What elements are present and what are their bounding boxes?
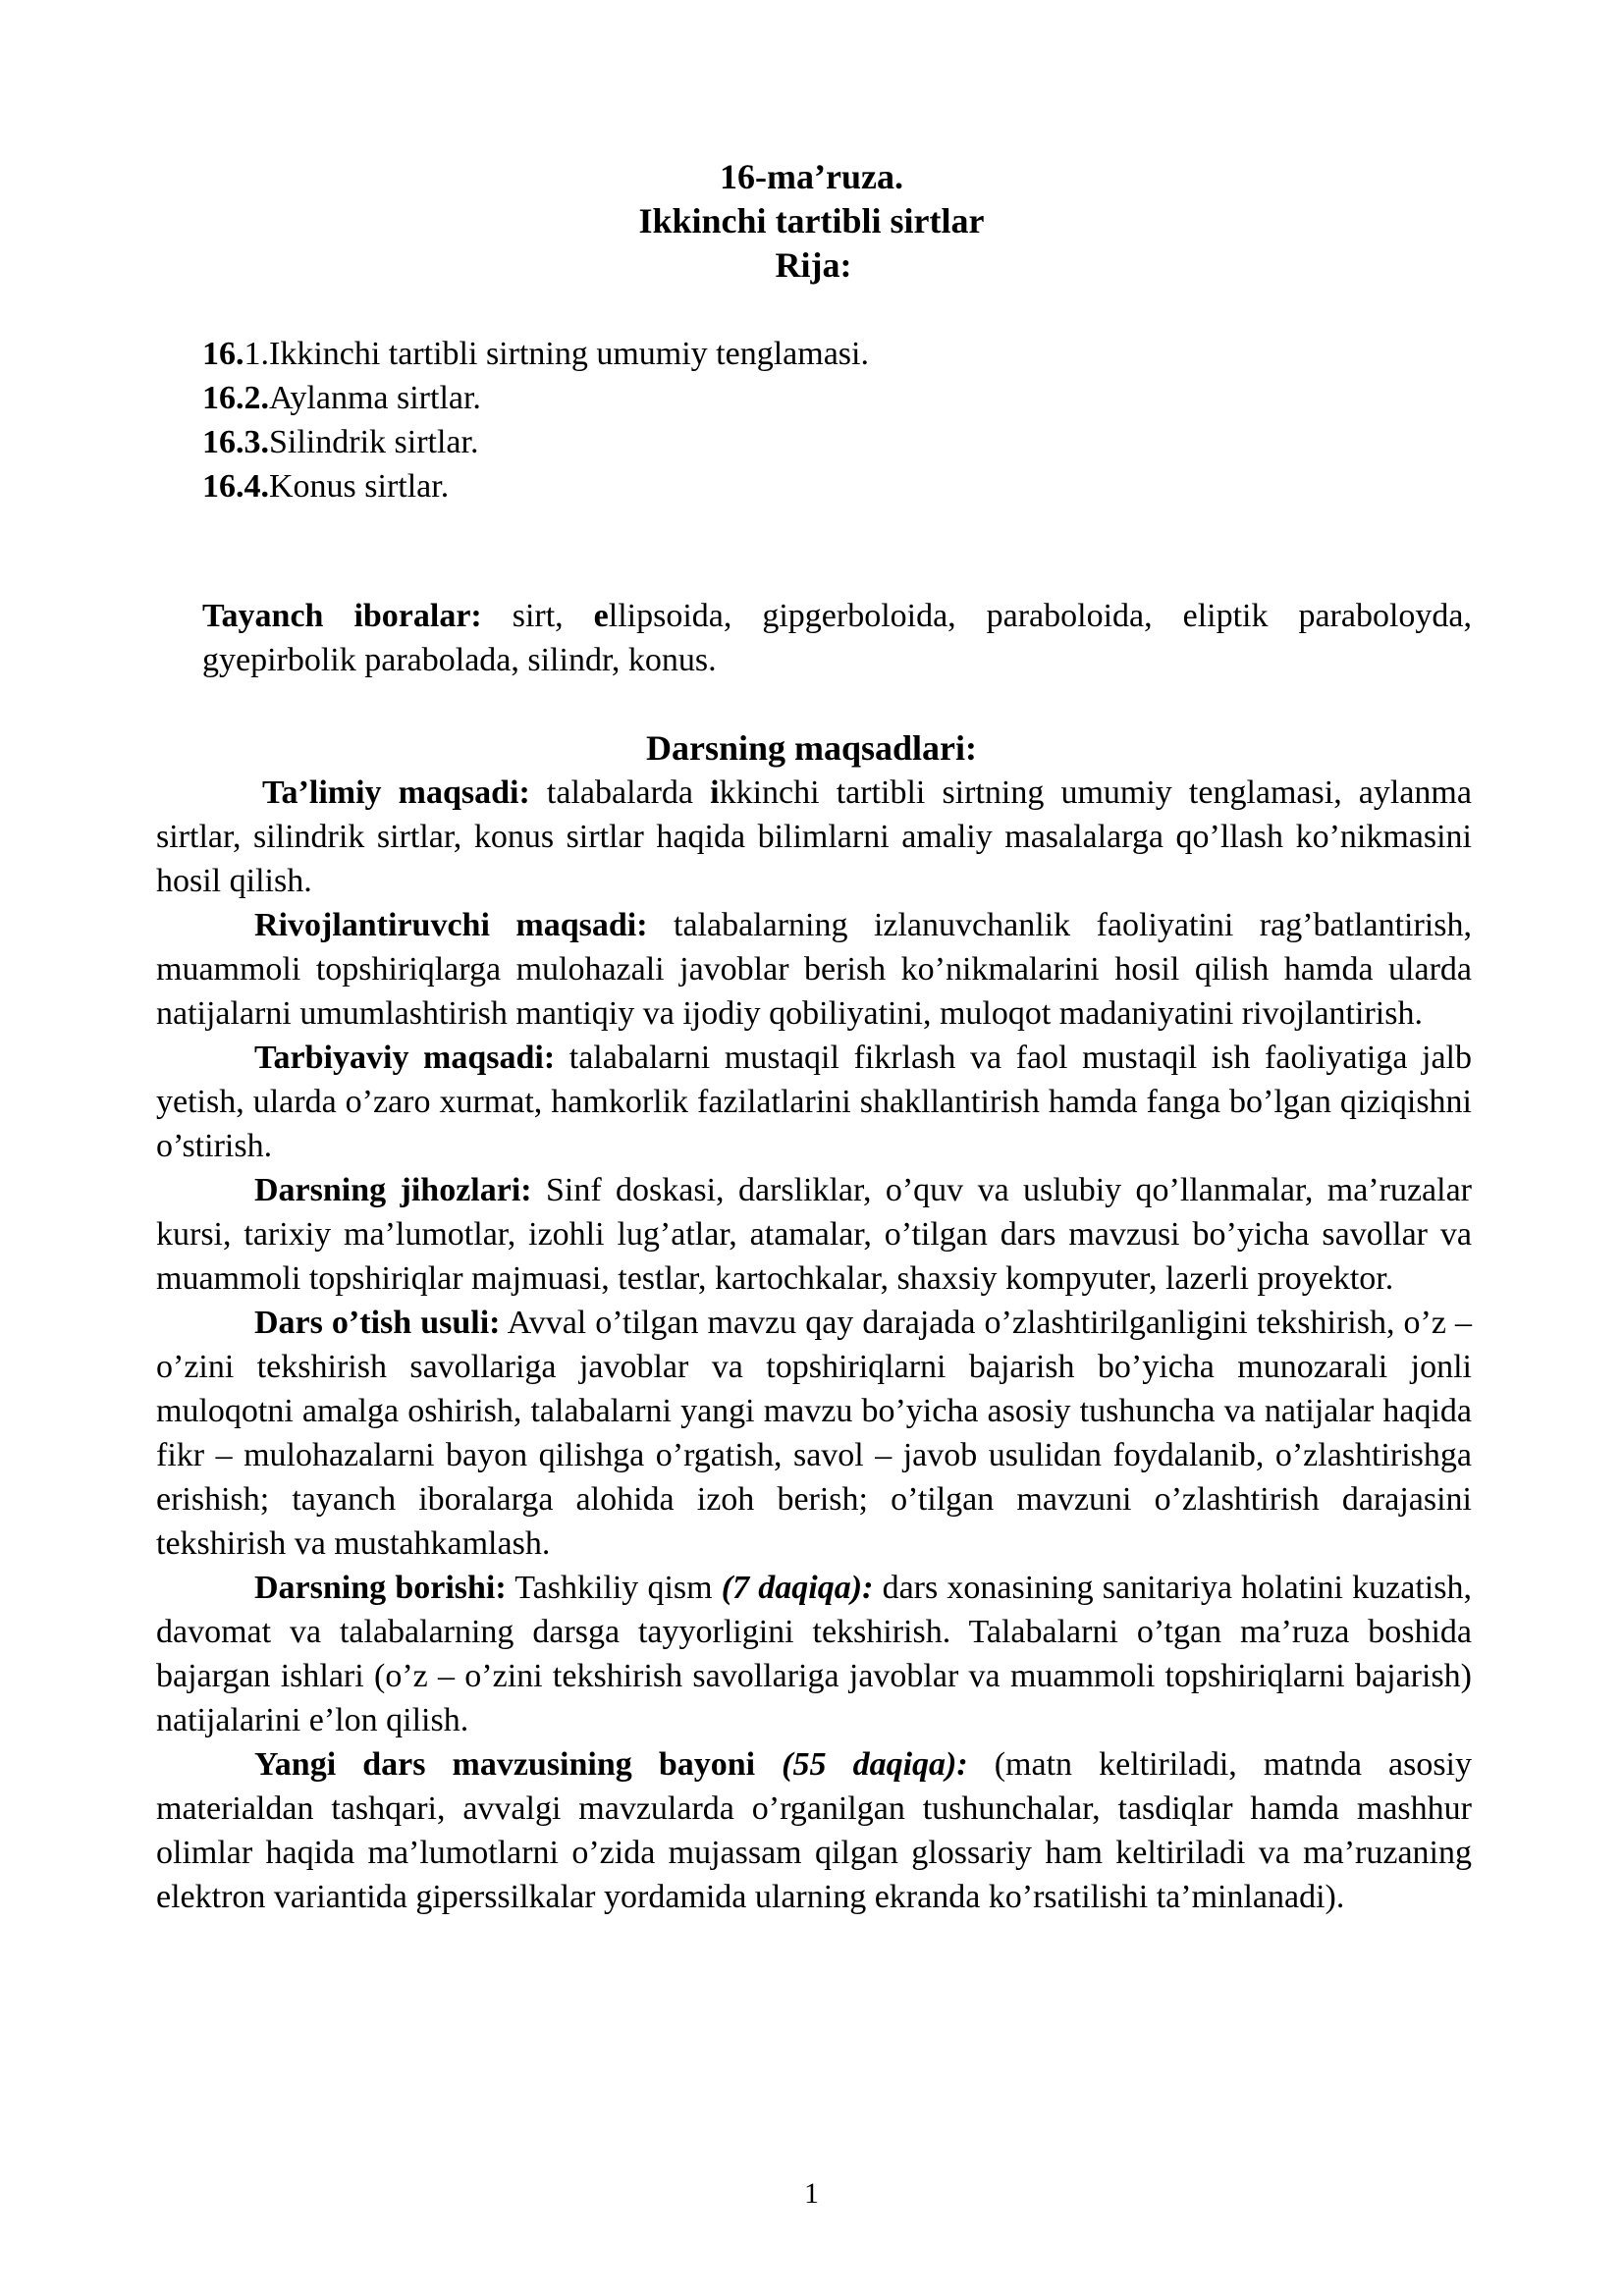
paragraph-text: Avval o’tilgan mavzu qay darajada o’zlashtirilganligini tekshirish, o’z – o’zini tekshirish savollariga javoblar va topshiriqlarni bajarish bo’yicha munozarali jonli muloqotni amalga oshirish, talabalarni yangi mavzu bo’yicha asosiy tushuncha va natijalar haqida fikr – mulohazalarni bayon qilishga o’rgatish, savol – javob usulidan foydalanib, o’zlashtirishga erishish; tayanch iboralarga alohida izoh berish; o’tilgan mavzuni o’zlashtirish darajasini tekshirish va mustahkamlash. (156, 1305, 1472, 1562)
new-topic-paragraph (156, 1742, 1472, 1919)
paragraph-text: talabalarning izlanuvchanlik faoliyatini rag’batlantirish, muammoli topshiriqlarga mulohazali javoblar berish ko’nikmalarini hosil qilish hamda ularda natijalarni umumlashtirish mantiqiy va ijodiy qobiliyatini, muloqot madaniyatini rivojlantirish. (156, 907, 1472, 1032)
toc-item (202, 332, 1479, 376)
bold-letter: i (710, 774, 720, 811)
lecture-title: Ikkinchi tartibli sirtlar (638, 201, 985, 240)
table-of-contents (202, 332, 1479, 508)
paragraph-text: kkinchi tartibli sirtning umumiy tenglamasi, aylanma sirtlar, silindrik sirtlar, konus sirtlar haqida bilimlarni amaliy masalalarga qo’llash ko’nikmasini hosil qilish. (156, 774, 1472, 899)
teaching-method-label: Dars o’tish usuli: (254, 1305, 501, 1341)
toc-item (202, 464, 1479, 508)
paragraph-text: (matn keltiriladi, matnda asosiy materialdan tashqari, avvalgi mavzularda o’rganilgan tushunchalar, tasdiqlar hamda mashhur olimlar haqida ma’lumotlarni o’zida mujassam qilgan glossariy ham keltiriladi va ma’ruzaning elektron variantida giperssilkalar yordamida ularning ekranda ko’rsatilishi ta’minlanadi). (156, 1746, 1473, 1915)
lesson-body (156, 771, 1472, 1919)
toc-number: 16.2. (202, 380, 269, 416)
toc-item (202, 376, 1479, 420)
toc-number: 16.4. (202, 468, 269, 505)
keywords-paragraph (202, 594, 1472, 682)
toc-subnumber: 1. (243, 336, 269, 372)
toc-text: Konus sirtlar. (269, 468, 450, 505)
lecture-header (0, 155, 1623, 288)
toc-number: 16.3. (202, 424, 269, 460)
toc-text: Aylanma sirtlar. (269, 380, 481, 416)
paragraph-text: talabalarni mustaqil fikrlash va faol mustaqil ish faoliyatiga jalb yetish, ularda o’zaro xurmat, hamkorlik fazilatlarini shakllantirish hamda fanga bo’lgan qiziqishni o’stirish. (156, 1040, 1472, 1164)
goals-heading: Darsning maqsadlari: (645, 728, 978, 768)
duration-label: (55 daqiqa): (755, 1746, 968, 1783)
upbringing-goal-label: Tarbiyaviy maqsadi: (254, 1040, 556, 1076)
paragraph-text: Sinf doskasi, darsliklar, o’quv va uslubiy qo’llanmalar, ma’ruzalar kursi, tarixiy ma’lumotlar, izohli lug’atlar, atamalar, o’tilgan dars mavzusi bo’yicha savollar va muammoli topshiriqlar majmuasi, testlar, kartochkalar, shaxsiy kompyuter, lazerli proyektor. (156, 1172, 1472, 1297)
lecture-number: 16-ma’ruza. (720, 157, 903, 196)
toc-number: 16. (202, 336, 244, 372)
toc-item (202, 420, 1479, 464)
equipment-label: Darsning jihozlari: (254, 1172, 532, 1208)
toc-text: Silindrik sirtlar. (269, 424, 479, 460)
paragraph-text: Tashkiliy qism (506, 1570, 722, 1606)
keywords-bold-letter: e (593, 598, 609, 634)
keywords-text: llipsoida, gipgerboloida, paraboloida, eliptik paraboloyda, gyepirbolik parabolada, silindr, konus. (202, 598, 1472, 678)
upbringing-goal-paragraph (156, 1036, 1472, 1168)
educational-goal-paragraph (156, 771, 1472, 903)
lesson-flow-label: Darsning borishi: (254, 1570, 507, 1606)
equipment-paragraph (156, 1168, 1472, 1301)
teaching-method-paragraph (156, 1301, 1472, 1566)
page-number: 1 (804, 2177, 819, 2210)
lesson-flow-paragraph (156, 1566, 1472, 1742)
developmental-goal-label: Rivojlantiruvchi maqsadi: (254, 907, 648, 943)
educational-goal-label: Ta’limiy maqsadi: (262, 774, 530, 811)
new-topic-label: Yangi dars mavzusining bayoni (254, 1746, 756, 1783)
keywords-text: sirt, (481, 598, 594, 634)
duration-label: (7 daqiqa): (721, 1570, 874, 1606)
plan-label: Rija: (775, 245, 852, 285)
paragraph-text: dars xonasining sanitariya holatini kuzatish, davomat va talabalarning darsga tayyorligini tekshirish. Talabalarni o’tgan ma’ruza boshida bajargan ishlari (o’z – o’zini tekshirish savollariga javoblar va muammoli topshiriqlarni bajarish) natijalarini e’lon qilish. (156, 1570, 1472, 1738)
developmental-goal-paragraph (156, 903, 1472, 1036)
paragraph-text: talabalarda (529, 774, 711, 811)
toc-text: Ikkinchi tartibli sirtning umumiy tenglamasi. (269, 336, 869, 372)
keywords-label: Tayanch iboralar: (202, 598, 482, 634)
